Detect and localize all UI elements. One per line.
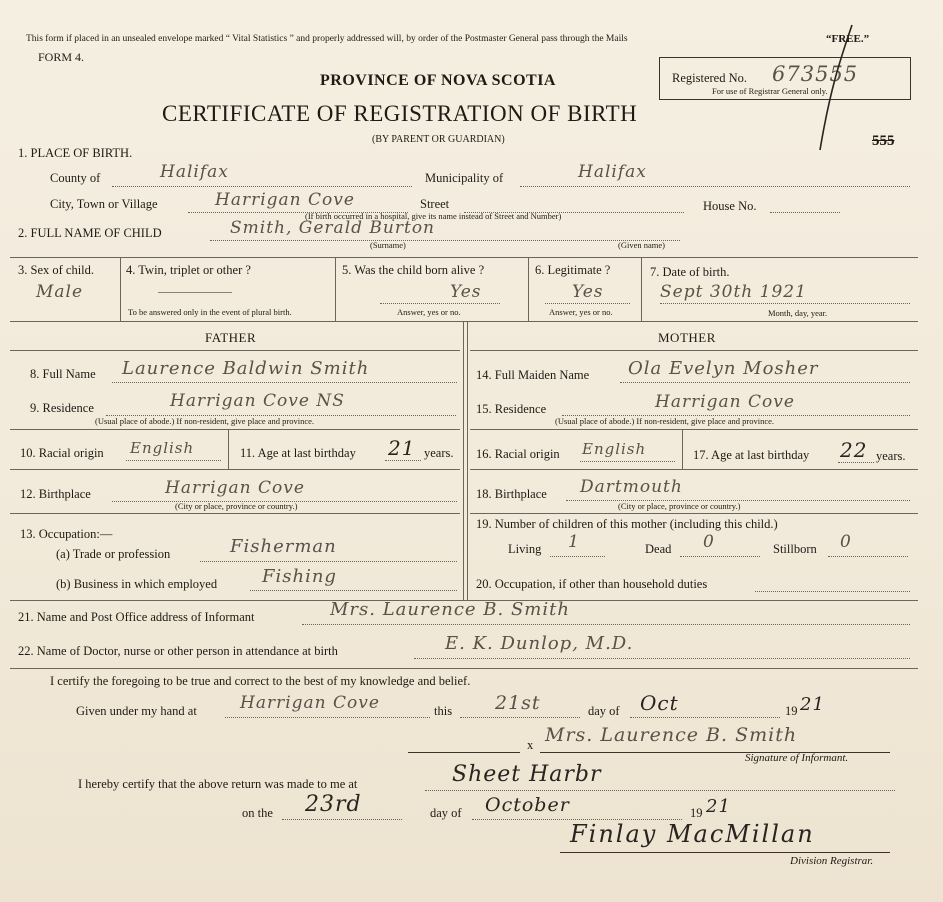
county-label: County of xyxy=(50,171,101,185)
father-racial-label: 10. Racial origin xyxy=(20,446,104,460)
given-day-value: 21st xyxy=(495,692,541,714)
mother-children-label: 19. Number of children of this mother (including this child.) xyxy=(476,517,778,531)
registrar-month-value: October xyxy=(485,794,570,816)
given-year-value: 21 xyxy=(800,694,825,715)
registrar-day-of-label: day of xyxy=(430,806,462,820)
signature-informant-label: Signature of Informant. xyxy=(745,752,849,764)
mother-birthplace-label: 18. Birthplace xyxy=(476,487,547,501)
mother-birthplace-note: (City or place, province or country.) xyxy=(618,501,741,511)
father-residence-value: Harrigan Cove NS xyxy=(170,391,345,411)
city-label: City, Town or Village xyxy=(50,197,158,211)
mother-occupation-label: 20. Occupation, if other than household duties xyxy=(476,577,708,591)
business-value: Fishing xyxy=(262,566,337,587)
pen-stroke xyxy=(800,20,860,160)
given-year-prefix: 19 xyxy=(785,704,798,718)
this-label: this xyxy=(434,704,453,718)
sex-value: Male xyxy=(36,282,84,302)
doctor-label: 22. Name of Doctor, nurse or other person in attendance at birth xyxy=(18,644,338,658)
registrar-year-value: 21 xyxy=(706,796,731,817)
father-heading: FATHER xyxy=(205,330,257,345)
living-label: Living xyxy=(508,542,542,556)
father-birthplace-note: (City or place, province or country.) xyxy=(175,501,298,511)
street-label: Street xyxy=(420,197,450,211)
alive-note: Answer, yes or no. xyxy=(397,307,461,317)
legit-value: Yes xyxy=(572,282,604,302)
mother-name-label: 14. Full Maiden Name xyxy=(476,368,590,382)
page-title: CERTIFICATE OF REGISTRATION OF BIRTH xyxy=(162,101,638,126)
stillborn-label: Stillborn xyxy=(773,542,817,556)
father-residence-label: 9. Residence xyxy=(30,401,94,415)
mother-name-value: Ola Evelyn Mosher xyxy=(628,358,819,379)
mother-age-value: 22 xyxy=(840,438,868,462)
subtitle: (BY PARENT OR GUARDIAN) xyxy=(372,134,505,145)
form-number: FORM 4. xyxy=(38,50,85,64)
business-label: (b) Business in which employed xyxy=(56,577,218,591)
dob-note: Month, day, year. xyxy=(768,308,828,318)
certify-statement: I certify the foregoing to be true and correct to the best of my knowledge and belief. xyxy=(50,674,471,688)
child-name-value: Smith, Gerald Burton xyxy=(230,218,435,238)
trade-value: Fisherman xyxy=(230,536,337,557)
mail-notice: This form if placed in an unsealed envelope marked “ Vital Statistics ” and properly addressed will, by order of the Postmaster General pass through the Mails xyxy=(26,34,628,44)
registrar-signature: Finlay MacMillan xyxy=(570,820,815,848)
father-years: years. xyxy=(424,446,454,460)
father-racial-value: English xyxy=(130,439,195,457)
given-place-value: Harrigan Cove xyxy=(240,693,380,713)
dob-value: Sept 30th 1921 xyxy=(660,282,807,302)
street-note: (If birth occurred in a hospital, give its name instead of Street and Number) xyxy=(305,211,562,221)
father-name-value: Laurence Baldwin Smith xyxy=(122,358,370,379)
registered-label: Registered No. xyxy=(672,71,747,85)
registered-number: 673555 xyxy=(772,62,859,86)
father-birthplace-value: Harrigan Cove xyxy=(165,478,305,498)
city-value: Harrigan Cove xyxy=(215,190,355,210)
registrar-year-prefix: 19 xyxy=(690,806,703,820)
doctor-value: E. K. Dunlop, M.D. xyxy=(445,633,634,654)
occupation-label: 13. Occupation:— xyxy=(20,527,113,541)
house-label: House No. xyxy=(703,199,757,213)
mother-birthplace-value: Dartmouth xyxy=(580,477,683,497)
margin-number: 555 xyxy=(872,133,895,149)
legit-note: Answer, yes or no. xyxy=(549,307,613,317)
given-month-value: Oct xyxy=(640,691,679,715)
mother-residence-note: (Usual place of abode.) If non-resident, give place and province. xyxy=(555,416,775,426)
mother-residence-value: Harrigan Cove xyxy=(655,392,795,412)
father-age-value: 21 xyxy=(388,436,416,460)
given-label: Given under my hand at xyxy=(76,704,197,718)
father-name-label: 8. Full Name xyxy=(30,367,96,381)
stillborn-value: 0 xyxy=(840,532,852,552)
father-age-label: 11. Age at last birthday xyxy=(240,446,356,460)
given-name-note: (Given name) xyxy=(618,240,665,250)
child-name-label: 2. FULL NAME OF CHILD xyxy=(18,226,162,240)
twin-note: To be answered only in the event of plural birth. xyxy=(128,307,292,317)
informant-signature: Mrs. Laurence B. Smith xyxy=(545,724,798,746)
father-birthplace-label: 12. Birthplace xyxy=(20,487,91,501)
registrar-day-value: 23rd xyxy=(305,792,362,817)
free-label: “FREE.” xyxy=(826,33,870,45)
mother-residence-label: 15. Residence xyxy=(476,402,547,416)
registrar-statement: I hereby certify that the above return was made to me at xyxy=(78,777,358,791)
place-heading: 1. PLACE OF BIRTH. xyxy=(18,146,133,160)
division-registrar-label: Division Registrar. xyxy=(790,855,874,867)
x-mark: x xyxy=(527,738,534,752)
trade-label: (a) Trade or profession xyxy=(56,547,171,561)
mother-years: years. xyxy=(876,449,906,463)
father-residence-note: (Usual place of abode.) If non-resident, give place and province. xyxy=(95,416,315,426)
informant-label: 21. Name and Post Office address of Informant xyxy=(18,610,255,624)
municipality-label: Municipality of xyxy=(425,171,504,185)
province-heading: PROVINCE OF NOVA SCOTIA xyxy=(320,72,556,89)
informant-value: Mrs. Laurence B. Smith xyxy=(330,599,570,620)
county-value: Halifax xyxy=(160,162,229,182)
sex-label: 3. Sex of child. xyxy=(18,263,95,277)
mother-racial-label: 16. Racial origin xyxy=(476,447,560,461)
alive-label: 5. Was the child born alive ? xyxy=(342,263,485,277)
mother-racial-value: English xyxy=(582,440,647,458)
dead-label: Dead xyxy=(645,542,672,556)
dob-label: 7. Date of birth. xyxy=(650,265,730,279)
living-value: 1 xyxy=(568,532,580,552)
mother-age-label: 17. Age at last birthday xyxy=(693,448,810,462)
given-day-of-label: day of xyxy=(588,704,620,718)
surname-note: (Surname) xyxy=(370,240,406,250)
twin-label: 4. Twin, triplet or other ? xyxy=(126,263,251,277)
on-the-label: on the xyxy=(242,806,273,820)
municipality-value: Halifax xyxy=(578,162,647,182)
mother-heading: MOTHER xyxy=(658,330,716,345)
legit-label: 6. Legitimate ? xyxy=(535,263,611,277)
dead-value: 0 xyxy=(703,532,715,552)
registrar-place-value: Sheet Harbr xyxy=(452,762,602,787)
alive-value: Yes xyxy=(450,282,482,302)
registrar-use-note: For use of Registrar General only. xyxy=(712,86,828,96)
